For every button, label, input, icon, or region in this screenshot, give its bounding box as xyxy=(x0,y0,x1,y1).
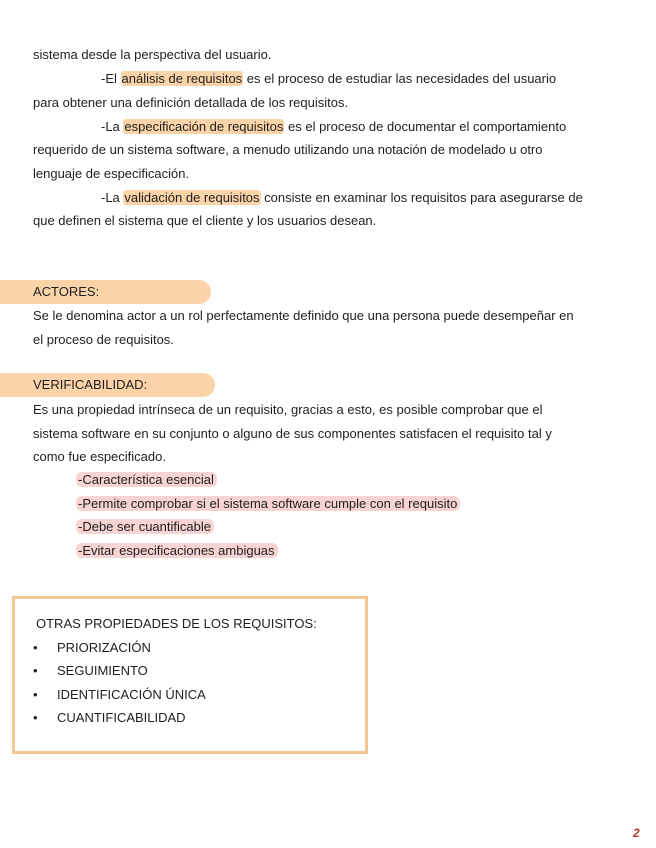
list-item-label: CUANTIFICABILIDAD xyxy=(57,710,186,725)
validacion-highlight: validación de requisitos xyxy=(124,190,260,205)
espec-suffix: es el proceso de documentar el comportamiento xyxy=(284,119,567,134)
list-item xyxy=(33,687,206,702)
list-item xyxy=(33,710,186,725)
bullet: • xyxy=(33,640,38,655)
analisis-highlight: análisis de requisitos xyxy=(121,71,243,86)
especificacion-line2: requerido de un sistema software, a menudo utilizando una notación de modelado u otro xyxy=(33,142,543,157)
especificacion-highlight: especificación de requisitos xyxy=(124,119,284,134)
especificacion-line3: lenguaje de especificación. xyxy=(33,166,190,181)
verif-line3: como fue especificado. xyxy=(33,449,166,464)
list-item xyxy=(33,663,148,678)
verif-line1: Es una propiedad intrínseca de un requisito, gracias a esto, es posible comprobar que el xyxy=(33,402,543,417)
verif-line2: sistema software en su conjunto o alguno de sus componentes satisfacen el requisito tal y xyxy=(33,426,552,441)
valid-suffix: consiste en examinar los requisitos para asegurarse de xyxy=(260,190,583,205)
intro-line: sistema desde la perspectiva del usuario. xyxy=(33,47,272,62)
verif-item xyxy=(76,542,278,560)
validacion-paragraph xyxy=(101,189,583,207)
especificacion-paragraph xyxy=(101,118,566,136)
actores-heading: ACTORES: xyxy=(0,280,211,304)
verif-item xyxy=(76,471,217,489)
analisis-suffix: es el proceso de estudiar las necesidades del usuario xyxy=(243,71,557,86)
bullet: • xyxy=(33,710,38,725)
actores-line2: el proceso de requisitos. xyxy=(33,332,174,347)
actores-line1: Se le denomina actor a un rol perfectamente definido que una persona puede desempeñar en xyxy=(33,308,574,323)
valid-prefix: -La xyxy=(101,190,124,205)
verif-item xyxy=(76,495,460,513)
bullet: • xyxy=(33,687,38,702)
espec-prefix: -La xyxy=(101,119,124,134)
verif-item-text: -Evitar especificaciones ambiguas xyxy=(76,543,278,558)
validacion-line2: que definen el sistema que el cliente y los usuarios desean. xyxy=(33,213,377,228)
list-item xyxy=(33,640,151,655)
verif-item-text: -Permite comprobar si el sistema software cumple con el requisito xyxy=(76,496,460,511)
analisis-prefix: -El xyxy=(101,71,121,86)
bullet: • xyxy=(33,663,38,678)
otras-propiedades-title: OTRAS PROPIEDADES DE LOS REQUISITOS: xyxy=(36,616,317,631)
verificabilidad-heading: VERIFICABILIDAD: xyxy=(0,373,215,397)
list-item-label: SEGUIMIENTO xyxy=(57,663,148,678)
verif-item-text: -Característica esencial xyxy=(76,472,217,487)
verif-item xyxy=(76,518,214,536)
analisis-line2: para obtener una definición detallada de los requisitos. xyxy=(33,95,349,110)
verif-item-text: -Debe ser cuantificable xyxy=(76,519,214,534)
analisis-paragraph xyxy=(101,70,556,88)
page-number: 2 xyxy=(633,826,640,840)
list-item-label: IDENTIFICACIÓN ÚNICA xyxy=(57,687,206,702)
list-item-label: PRIORIZACIÓN xyxy=(57,640,151,655)
otras-propiedades-box xyxy=(12,596,368,754)
